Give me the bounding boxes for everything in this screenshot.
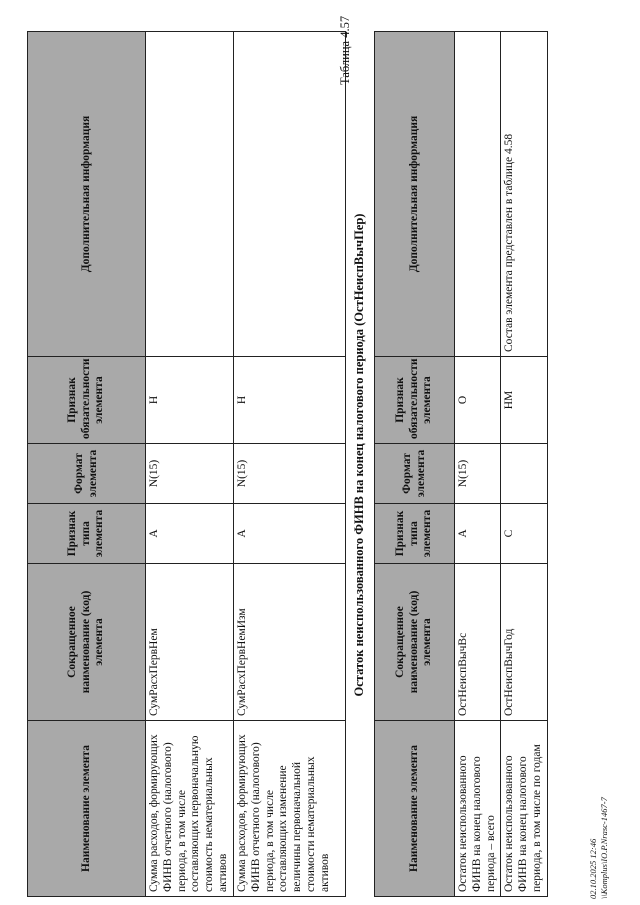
table-header-row bbox=[28, 32, 146, 897]
table-header-row bbox=[375, 32, 455, 897]
cell-format: N(15) bbox=[146, 444, 234, 504]
footer-filepath: \\Komplus\IO.P.Nrasc-1467-7 bbox=[599, 797, 609, 899]
cell-info bbox=[455, 32, 501, 357]
header-cell: Наименование элемента bbox=[375, 721, 455, 897]
cell-required: Н bbox=[234, 357, 346, 444]
cell-required: НМ bbox=[501, 357, 547, 444]
table-element-list-1 bbox=[27, 31, 346, 897]
header-cell: Признак обязательности элемента bbox=[28, 357, 146, 444]
cell-name: Остаток неиспользованного ФИНВ на конец налогового периода, в том числе по годам bbox=[501, 721, 547, 897]
table-row bbox=[234, 32, 346, 897]
cell-name: Остаток неиспользованного ФИНВ на конец налогового периода – всего bbox=[455, 721, 501, 897]
header-cell: Признак типа элемента bbox=[28, 504, 146, 564]
cell-required: Н bbox=[146, 357, 234, 444]
cell-type: А bbox=[455, 504, 501, 564]
cell-name: Сумма расходов, формирующих ФИНВ отчетного (налогового) периода, в том числе составляющих первоначальную стоимость нематериальных активов bbox=[146, 721, 234, 897]
cell-required: О bbox=[455, 357, 501, 444]
header-cell: Признак обязательности элемента bbox=[375, 357, 455, 444]
table-element-list-2 bbox=[374, 31, 548, 897]
cell-code: ОстНеиспВычГод bbox=[501, 564, 547, 721]
header-cell: Сокращенное наименование (код) элемента bbox=[375, 564, 455, 721]
cell-format: N(15) bbox=[234, 444, 346, 504]
header-cell: Формат элемента bbox=[28, 444, 146, 504]
table-caption: Таблица 4.57 bbox=[338, 15, 352, 85]
cell-type: А bbox=[146, 504, 234, 564]
table-row bbox=[455, 32, 501, 897]
header-cell: Дополнительная информация bbox=[375, 32, 455, 357]
cell-code: СумРасхПервНем bbox=[146, 564, 234, 721]
header-cell: Дополнительная информация bbox=[28, 32, 146, 357]
table-row bbox=[501, 32, 547, 897]
header-cell: Формат элемента bbox=[375, 444, 455, 504]
cell-format bbox=[501, 444, 547, 504]
cell-info bbox=[234, 32, 346, 357]
cell-code: ОстНеиспВычВс bbox=[455, 564, 501, 721]
table-row bbox=[146, 32, 234, 897]
cell-format: N(15) bbox=[455, 444, 501, 504]
section-title: Остаток неиспользованного ФИНВ на конец налогового периода (ОстНеиспВычПер) bbox=[352, 213, 366, 697]
cell-info: Состав элемента представлен в таблице 4.58 bbox=[501, 32, 547, 357]
header-cell: Сокращенное наименование (код) элемента bbox=[28, 564, 146, 721]
cell-type: А bbox=[234, 504, 346, 564]
header-cell: Признак типа элемента bbox=[375, 504, 455, 564]
footer-timestamp: 02.10.2025 12:46 bbox=[588, 838, 598, 899]
cell-info bbox=[146, 32, 234, 357]
cell-type: С bbox=[501, 504, 547, 564]
cell-name: Сумма расходов, формирующих ФИНВ отчетного (налогового) периода, в том числе составляющих изменение величины первоначальной стоимости нематериальных активов bbox=[234, 721, 346, 897]
cell-code: СумРасхПервНемИзм bbox=[234, 564, 346, 721]
header-cell: Наименование элемента bbox=[28, 721, 146, 897]
